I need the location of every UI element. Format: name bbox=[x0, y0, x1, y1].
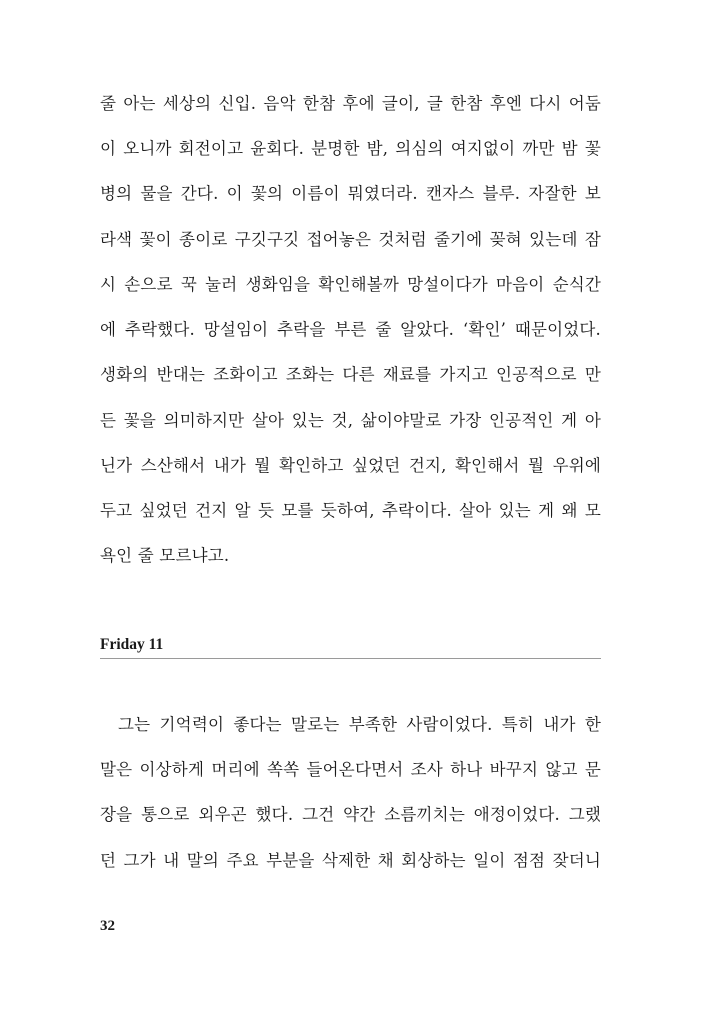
text-line: 이 오니까 회전이고 윤회다. 분명한 밤, 의심의 여지없이 까만 밤 꽃 bbox=[100, 139, 601, 158]
text-line: 시 손으로 꾹 눌러 생화임을 확인해볼까 망설이다가 마음이 순식간 bbox=[100, 275, 601, 294]
text-line: 그는 기억력이 좋다는 말로는 부족한 사람이었다. 특히 내가 한 bbox=[118, 715, 601, 734]
text-line: 에 추락했다. 망설임이 추락을 부른 줄 알았다. ‘확인’ 때문이었다. bbox=[100, 320, 601, 339]
text-line: 라색 꽃이 종이로 구깃구깃 접어놓은 것처럼 줄기에 꽂혀 있는데 잠 bbox=[100, 230, 601, 249]
text-line: 든 꽃을 의미하지만 살아 있는 것, 삶이야말로 가장 인공적인 게 아 bbox=[100, 411, 601, 430]
text-line: 욕인 줄 모르냐고. bbox=[100, 546, 230, 565]
text-line: 던 그가 내 말의 주요 부분을 삭제한 채 회상하는 일이 점점 잦더니 bbox=[100, 851, 601, 870]
text-line: 줄 아는 세상의 신입. 음악 한참 후에 글이, 글 한참 후엔 다시 어둠 bbox=[100, 94, 601, 113]
text-line: 병의 물을 간다. 이 꽃의 이름이 뭐였더라. 캔자스 블루. 자잘한 보 bbox=[100, 184, 601, 203]
text-line: 장을 통으로 외우곤 했다. 그건 약간 소름끼치는 애정이었다. 그랬 bbox=[100, 805, 601, 824]
text-line: 말은 이상하게 머리에 쏙쏙 들어온다면서 조사 하나 바꾸지 않고 문 bbox=[100, 760, 601, 779]
section-divider bbox=[100, 658, 601, 659]
text-line: 생화의 반대는 조화이고 조화는 다른 재료를 가지고 인공적으로 만 bbox=[100, 365, 601, 384]
text-line: 닌가 스산해서 내가 뭘 확인하고 싶었던 건지, 확인해서 뭘 우위에 bbox=[100, 456, 601, 475]
text-line: 두고 싶었던 건지 알 듯 모를 듯하여, 추락이다. 살아 있는 게 왜 모 bbox=[100, 501, 601, 520]
page-number: 32 bbox=[100, 918, 115, 934]
section-heading: Friday 11 bbox=[100, 636, 164, 653]
